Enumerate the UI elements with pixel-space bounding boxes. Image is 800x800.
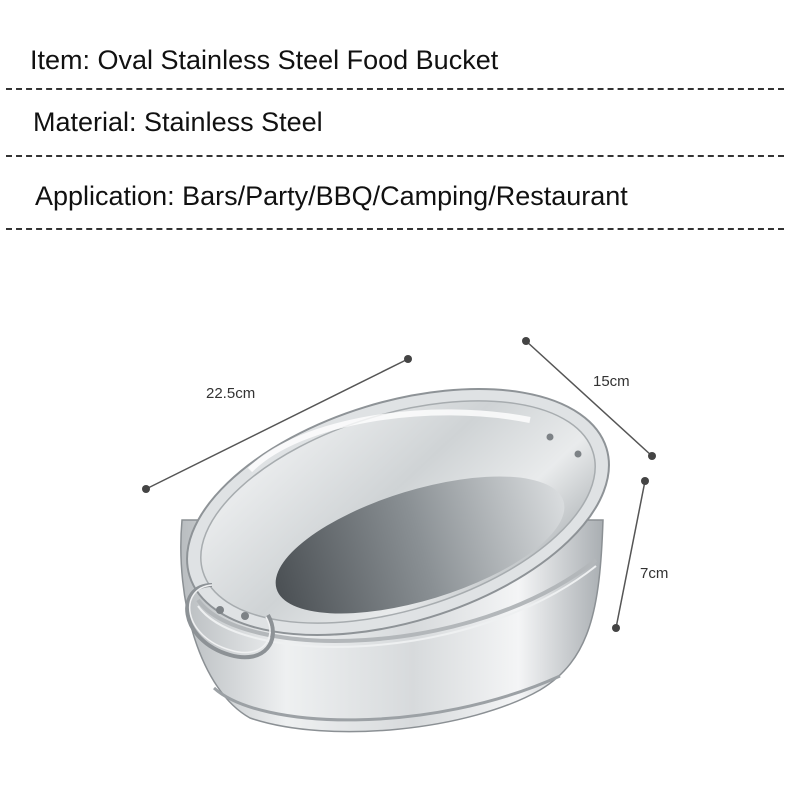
dimension-width-label: 15cm [593,373,630,390]
dimension-length [142,355,412,493]
dimension-height [612,477,668,632]
spec-item: Item: Oval Stainless Steel Food Bucket [30,45,499,75]
spec-material: Material: Stainless Steel [33,107,323,137]
dimension-length-label: 22.5cm [206,385,256,402]
spec-application: Application: Bars/Party/BBQ/Camping/Restaurant [35,181,628,211]
dimension-width [522,337,656,460]
dimension-height-label: 7cm [640,565,669,582]
